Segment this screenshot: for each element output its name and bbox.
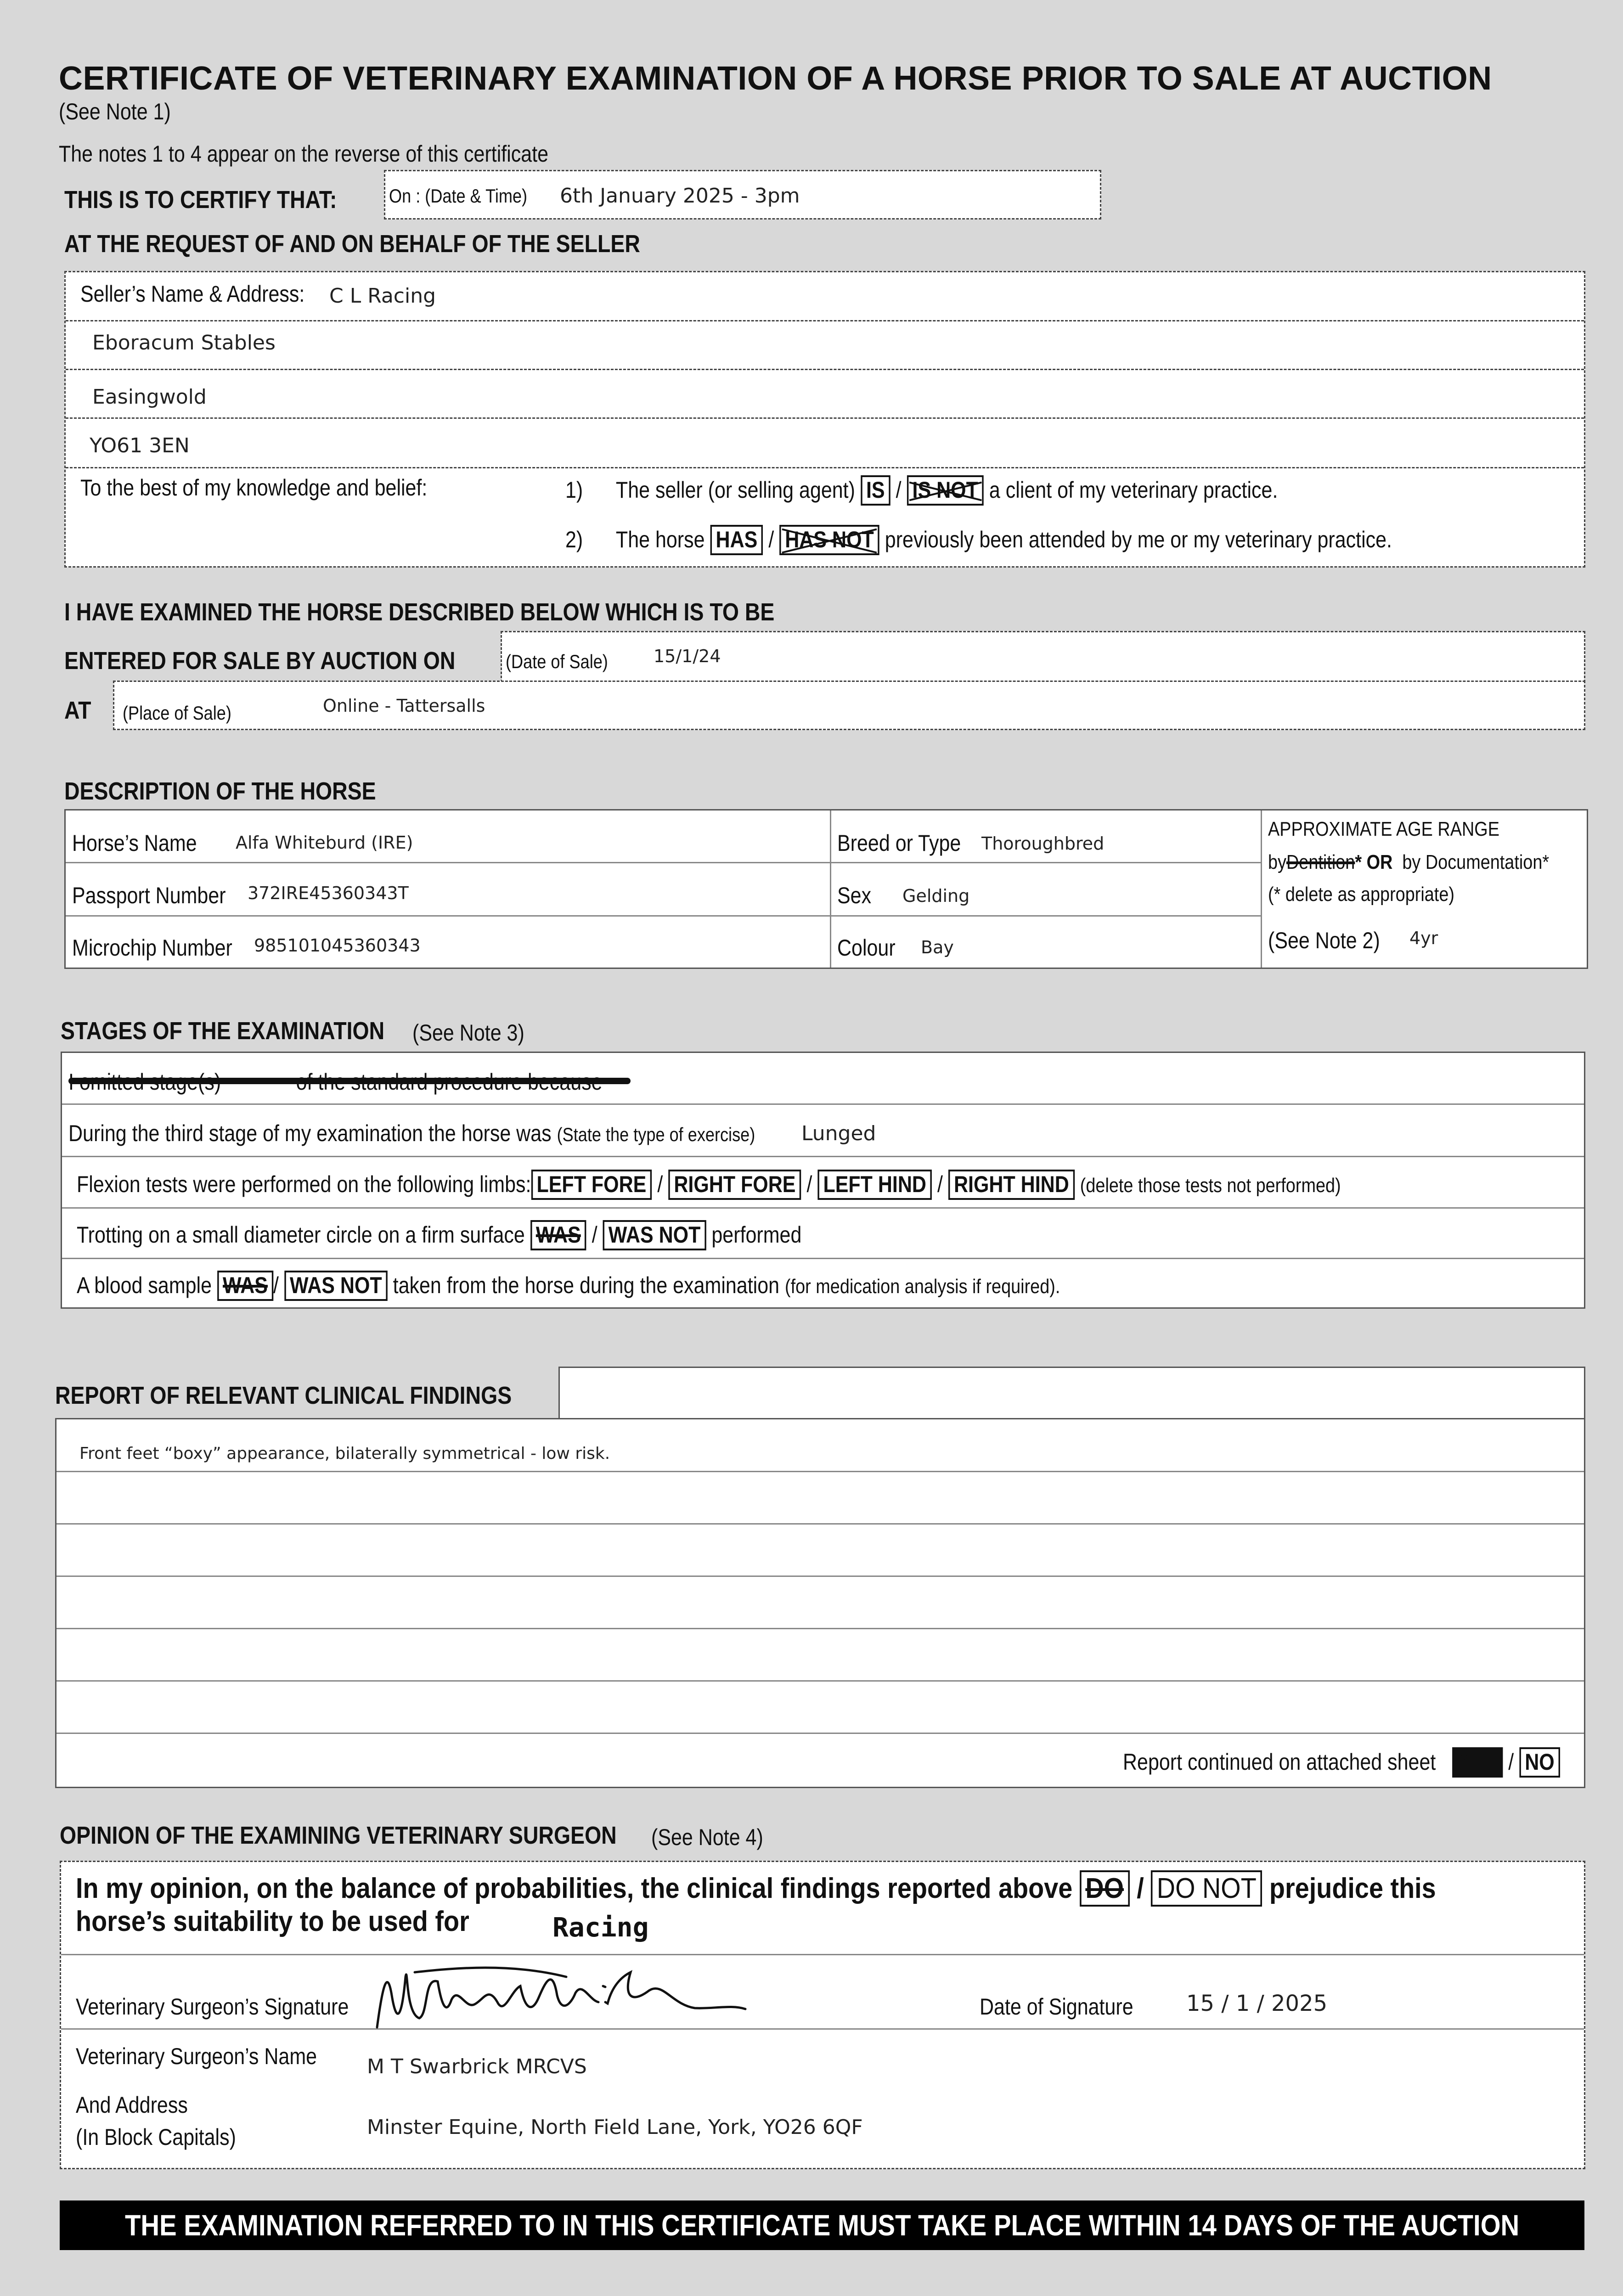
stages-heading: STAGES OF THE EXAMINATION <box>61 1017 385 1045</box>
do-option[interactable]: DO <box>1080 1870 1130 1907</box>
date-of-sale-label: (Date of Sale) <box>506 651 608 672</box>
left-fore-option[interactable]: LEFT FORE <box>531 1170 652 1200</box>
notes-line: The notes 1 to 4 appear on the reverse of this certificate <box>59 141 549 167</box>
entered-label: ENTERED FOR SALE BY AUCTION ON <box>64 647 456 675</box>
continued-no-option[interactable]: NO <box>1519 1747 1560 1778</box>
colour-label: Colour <box>837 935 896 961</box>
client-statement: 1) The seller (or selling agent) IS / IS NOT a client of my veterinary practice. <box>565 475 1278 506</box>
seller-box <box>64 271 1585 568</box>
attended-statement: 2) The horse HAS / HAS NOT previously been attended by me or my veterinary practice. <box>565 525 1392 555</box>
flexion-line: Flexion tests were performed on the following limbs: LEFT FORE / RIGHT FORE / LEFT HIND / RIGHT HIND (delete those tests not performed) <box>77 1170 1341 1200</box>
surgeon-name-value[interactable]: M T Swarbrick MRCVS <box>367 2055 587 2078</box>
date-signature-label: Date of Signature <box>980 1994 1133 2020</box>
trot-was-not-option[interactable]: WAS NOT <box>603 1220 706 1250</box>
age-method: byDentition* OR by Documentation* <box>1268 851 1550 873</box>
stages-note: (See Note 3) <box>412 1020 524 1046</box>
left-hind-option[interactable]: LEFT HIND <box>817 1170 932 1200</box>
place-of-sale-field[interactable] <box>113 681 1585 730</box>
certificate-title: CERTIFICATE OF VETERINARY EXAMINATION OF A HORSE PRIOR TO SALE AT AUCTION <box>59 60 1492 97</box>
is-not-option[interactable]: IS NOT <box>907 475 984 506</box>
is-option[interactable]: IS <box>861 475 890 506</box>
address-block-caps-label: (In Block Capitals) <box>76 2124 236 2150</box>
breed-value[interactable]: Thoroughbred <box>981 833 1105 854</box>
suitability-value[interactable]: Racing <box>552 1912 649 1943</box>
opinion-statement: In my opinion, on the balance of probabilities, the clinical findings reported above DO / DO NOT prejudice this <box>76 1870 1436 1907</box>
seller-line-1[interactable]: C L Racing <box>329 284 436 308</box>
seller-line-4[interactable]: YO61 3EN <box>90 434 190 457</box>
age-heading: APPROXIMATE AGE RANGE <box>1268 818 1499 840</box>
continued-yes-option[interactable]: YES <box>1452 1747 1503 1778</box>
opinion-box <box>60 1861 1585 2169</box>
blood-was-option[interactable]: WAS <box>217 1271 273 1301</box>
seller-line-2[interactable]: Eboracum Stables <box>92 331 276 355</box>
signature-label: Veterinary Surgeon’s Signature <box>76 1994 349 2020</box>
do-not-option[interactable]: DO NOT <box>1151 1870 1262 1907</box>
passport-label: Passport Number <box>72 883 226 908</box>
surgeon-name-label: Veterinary Surgeon’s Name <box>76 2043 317 2069</box>
horse-name-label: Horse’s Name <box>72 830 197 856</box>
report-continued: Report continued on attached sheet YES / NO <box>1123 1747 1560 1778</box>
horse-name-value[interactable]: Alfa Whiteburd (IRE) <box>236 833 413 853</box>
has-option[interactable]: HAS <box>710 525 763 555</box>
certify-label: THIS IS TO CERTIFY THAT: <box>64 186 337 214</box>
place-of-sale-label: (Place of Sale) <box>123 702 231 724</box>
age-value[interactable]: 4yr <box>1409 928 1438 948</box>
has-not-option[interactable]: HAS NOT <box>779 525 879 555</box>
opinion-note: (See Note 4) <box>651 1824 763 1850</box>
seller-line-3[interactable]: Easingwold <box>92 385 207 409</box>
description-heading: DESCRIPTION OF THE HORSE <box>64 777 376 805</box>
dentition-option[interactable]: Dentition <box>1286 851 1355 873</box>
footer-text: THE EXAMINATION REFERRED TO IN THIS CERTIFICATE MUST TAKE PLACE WITHIN 14 DAYS OF THE AUCTION <box>124 2209 1520 2242</box>
microchip-label: Microchip Number <box>72 935 232 961</box>
clinical-finding-1[interactable]: Front feet “boxy” appearance, bilaterally symmetrical - low risk. <box>79 1444 610 1463</box>
breed-label: Breed or Type <box>837 830 961 856</box>
age-delete-note: (* delete as appropriate) <box>1268 883 1454 906</box>
right-hind-option[interactable]: RIGHT HIND <box>948 1170 1075 1200</box>
colour-value[interactable]: Bay <box>921 937 954 957</box>
date-time-value: 6th January 2025 - 3pm <box>560 184 800 208</box>
address-value[interactable]: Minster Equine, North Field Lane, York, YO26 6QF <box>367 2116 863 2139</box>
third-stage-value[interactable]: Lunged <box>801 1122 876 1145</box>
report-heading-box <box>558 1367 1585 1420</box>
omitted-strike <box>68 1078 631 1084</box>
date-of-sale-field[interactable] <box>501 631 1585 682</box>
signature-image <box>373 1958 750 2032</box>
see-note-1: (See Note 1) <box>59 99 171 124</box>
request-label: AT THE REQUEST OF AND ON BEHALF OF THE SELLER <box>64 230 640 258</box>
date-time-field[interactable] <box>384 170 1101 219</box>
description-table <box>64 809 1588 969</box>
suitability-line: horse’s suitability to be used for <box>76 1906 469 1937</box>
report-heading: REPORT OF RELEVANT CLINICAL FINDINGS <box>55 1382 512 1409</box>
date-of-sale-value: 15/1/24 <box>654 646 721 666</box>
address-label: And Address <box>76 2092 188 2118</box>
trot-was-option[interactable]: WAS <box>530 1220 586 1250</box>
footer-banner <box>60 2200 1584 2250</box>
sex-label: Sex <box>837 883 872 908</box>
sex-value[interactable]: Gelding <box>902 886 970 906</box>
trotting-line: Trotting on a small diameter circle on a firm surface WAS / WAS NOT performed <box>77 1220 801 1250</box>
documentation-option[interactable]: by Documentation* <box>1402 851 1550 873</box>
belief-label: To the best of my knowledge and belief: <box>80 475 428 501</box>
right-fore-option[interactable]: RIGHT FORE <box>668 1170 801 1200</box>
report-box[interactable] <box>55 1418 1585 1788</box>
opinion-heading: OPINION OF THE EXAMINING VETERINARY SURGEON <box>60 1822 617 1849</box>
examined-label: I HAVE EXAMINED THE HORSE DESCRIBED BELOW WHICH IS TO BE <box>64 598 775 626</box>
date-signature-value[interactable]: 15 / 1 / 2025 <box>1186 1991 1328 2016</box>
passport-value[interactable]: 372IRE45360343T <box>248 883 409 903</box>
microchip-value[interactable]: 985101045360343 <box>254 935 421 956</box>
age-see-note-2: (See Note 2) <box>1268 928 1380 953</box>
third-stage-line: During the third stage of my examination the horse was (State the type of exercise) <box>68 1120 755 1146</box>
blood-was-not-option[interactable]: WAS NOT <box>284 1271 388 1301</box>
at-label: AT <box>64 697 91 724</box>
stages-table <box>61 1052 1585 1309</box>
blood-sample-line: A blood sample WAS / WAS NOT taken from the horse during the examination (for medication analysis if required). <box>77 1271 1060 1301</box>
seller-name-label: Seller’s Name & Address: <box>80 281 305 307</box>
date-time-label: On : (Date & Time) <box>389 185 528 207</box>
place-of-sale-value: Online - Tattersalls <box>323 696 485 716</box>
